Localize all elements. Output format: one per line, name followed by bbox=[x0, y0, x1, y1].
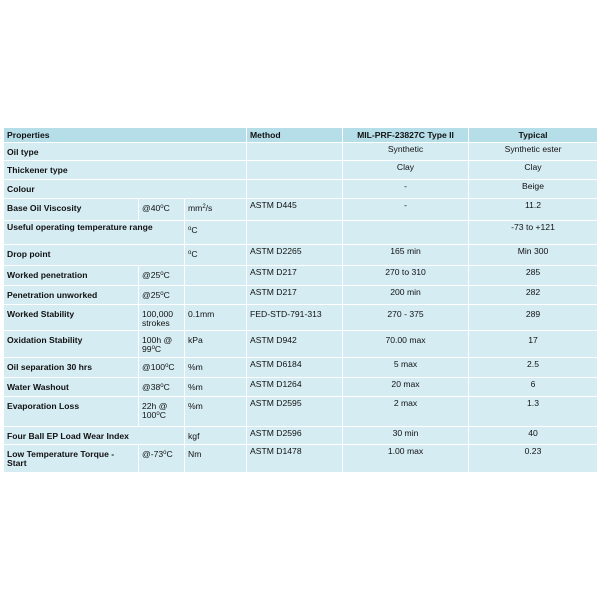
method-cell: FED-STD-791-313 bbox=[247, 305, 343, 331]
unit-cell: $mm^2/s$ bbox=[185, 199, 247, 221]
table-row bbox=[4, 221, 598, 245]
method-cell bbox=[247, 143, 343, 161]
unit-cell: 0.1mm bbox=[185, 305, 247, 331]
properties-table-container bbox=[3, 127, 597, 473]
property-cell: Oil type bbox=[4, 143, 247, 161]
table-header-row bbox=[4, 128, 598, 143]
spec-cell: 70.00 max bbox=[343, 331, 469, 358]
condition-cell: 100h @ 99$^o$C bbox=[139, 331, 185, 358]
property-cell: Colour bbox=[4, 180, 247, 199]
property-cell: Evaporation Loss bbox=[4, 397, 139, 427]
typical-cell: Min 300 bbox=[469, 245, 598, 266]
unit-cell: kPa bbox=[185, 331, 247, 358]
method-cell: ASTM D942 bbox=[247, 331, 343, 358]
property-cell: Base Oil Viscosity bbox=[4, 199, 139, 221]
property-cell: Low Temperature Torque - Start bbox=[4, 445, 139, 473]
method-cell: ASTM D1264 bbox=[247, 378, 343, 397]
property-cell: Four Ball EP Load Wear Index bbox=[4, 427, 185, 445]
property-cell: Thickener type bbox=[4, 161, 247, 180]
typical-cell: 6 bbox=[469, 378, 598, 397]
condition-cell: @40$^o$C bbox=[139, 199, 185, 221]
method-cell: ASTM D6184 bbox=[247, 358, 343, 378]
typical-cell: 282 bbox=[469, 286, 598, 305]
method-cell bbox=[247, 180, 343, 199]
header-properties: Properties bbox=[4, 128, 247, 143]
table-row bbox=[4, 331, 598, 358]
table-row bbox=[4, 397, 598, 427]
unit-cell: Nm bbox=[185, 445, 247, 473]
condition-cell: @25$^o$C bbox=[139, 266, 185, 286]
typical-cell: 2.5 bbox=[469, 358, 598, 378]
unit-cell bbox=[185, 286, 247, 305]
table-row bbox=[4, 266, 598, 286]
unit-cell: %m bbox=[185, 378, 247, 397]
spec-cell: 165 min bbox=[343, 245, 469, 266]
spec-cell: Clay bbox=[343, 161, 469, 180]
spec-cell: 2 max bbox=[343, 397, 469, 427]
table-row bbox=[4, 245, 598, 266]
table-row bbox=[4, 180, 598, 199]
spec-cell bbox=[343, 221, 469, 245]
spec-cell: Synthetic bbox=[343, 143, 469, 161]
spec-cell: 30 min bbox=[343, 427, 469, 445]
condition-cell: @100$^o$C bbox=[139, 358, 185, 378]
spec-cell: 270 - 375 bbox=[343, 305, 469, 331]
table-row bbox=[4, 358, 598, 378]
method-cell: ASTM D2265 bbox=[247, 245, 343, 266]
typical-cell: 285 bbox=[469, 266, 598, 286]
unit-cell: %m bbox=[185, 358, 247, 378]
condition-cell: @38$^o$C bbox=[139, 378, 185, 397]
method-cell: ASTM D2595 bbox=[247, 397, 343, 427]
unit-cell: $^o$C bbox=[185, 245, 247, 266]
typical-cell: Clay bbox=[469, 161, 598, 180]
typical-cell: 11.2 bbox=[469, 199, 598, 221]
table-row bbox=[4, 161, 598, 180]
property-cell: Useful operating temperature range bbox=[4, 221, 185, 245]
typical-cell: 40 bbox=[469, 427, 598, 445]
table-row bbox=[4, 143, 598, 161]
condition-cell: 22h @ 100$^o$C bbox=[139, 397, 185, 427]
header-method: Method bbox=[247, 128, 343, 143]
unit-cell: kgf bbox=[185, 427, 247, 445]
method-cell: ASTM D217 bbox=[247, 266, 343, 286]
typical-cell: Beige bbox=[469, 180, 598, 199]
unit-cell: $^o$C bbox=[185, 221, 247, 245]
property-cell: Water Washout bbox=[4, 378, 139, 397]
condition-cell: 100,000 strokes bbox=[139, 305, 185, 331]
unit-cell bbox=[185, 266, 247, 286]
spec-cell: 5 max bbox=[343, 358, 469, 378]
spec-cell: 20 max bbox=[343, 378, 469, 397]
table-row bbox=[4, 445, 598, 473]
table-row bbox=[4, 286, 598, 305]
typical-cell: Synthetic ester bbox=[469, 143, 598, 161]
spec-cell: - bbox=[343, 199, 469, 221]
table-row bbox=[4, 427, 598, 445]
typical-cell: 1.3 bbox=[469, 397, 598, 427]
header-spec: MIL-PRF-23827C Type II bbox=[343, 128, 469, 143]
property-cell: Drop point bbox=[4, 245, 185, 266]
condition-cell: @-73$^o$C bbox=[139, 445, 185, 473]
properties-table bbox=[3, 127, 598, 473]
property-cell: Oxidation Stability bbox=[4, 331, 139, 358]
unit-cell: %m bbox=[185, 397, 247, 427]
method-cell: ASTM D217 bbox=[247, 286, 343, 305]
table-row bbox=[4, 378, 598, 397]
condition-cell: @25$^o$C bbox=[139, 286, 185, 305]
property-cell: Worked penetration bbox=[4, 266, 139, 286]
property-cell: Penetration unworked bbox=[4, 286, 139, 305]
spec-cell: 200 min bbox=[343, 286, 469, 305]
table-row bbox=[4, 305, 598, 331]
typical-cell: 0.23 bbox=[469, 445, 598, 473]
method-cell bbox=[247, 161, 343, 180]
header-typical: Typical bbox=[469, 128, 598, 143]
spec-cell: 1.00 max bbox=[343, 445, 469, 473]
typical-cell: 289 bbox=[469, 305, 598, 331]
property-cell: Worked Stability bbox=[4, 305, 139, 331]
typical-cell: -73 to +121 bbox=[469, 221, 598, 245]
typical-cell: 17 bbox=[469, 331, 598, 358]
method-cell: ASTM D2596 bbox=[247, 427, 343, 445]
spec-cell: 270 to 310 bbox=[343, 266, 469, 286]
property-cell: Oil separation 30 hrs bbox=[4, 358, 139, 378]
table-row bbox=[4, 199, 598, 221]
method-cell: ASTM D445 bbox=[247, 199, 343, 221]
method-cell: ASTM D1478 bbox=[247, 445, 343, 473]
method-cell bbox=[247, 221, 343, 245]
spec-cell: - bbox=[343, 180, 469, 199]
